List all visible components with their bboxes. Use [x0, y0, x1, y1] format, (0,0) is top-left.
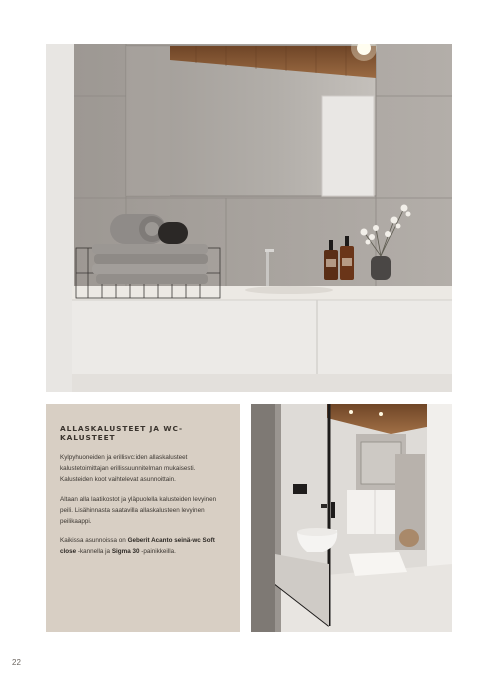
paragraph-wc	[60, 535, 226, 557]
bathroom-vanity-photo	[46, 44, 452, 392]
section-heading: ALLASKALUSTEET JA WC-KALUSTEET	[60, 424, 183, 442]
description-panel	[46, 404, 240, 632]
wc-note-prefix: Kaikissa asunnoissa on	[60, 537, 128, 545]
shower-wc-photo	[251, 404, 452, 632]
page-number: 22	[12, 658, 21, 667]
flush-button-model: Sigma 30	[111, 548, 140, 556]
paragraph-vanity: Kylpyhuoneiden ja erillisvc:iden allaskalusteet kalustetoimittajan erillissuunnitelman mukaisesti. Kalusteiden koot vaihtelevat asunnoittain.	[60, 454, 196, 484]
wc-note-middle: -kannella ja	[76, 548, 112, 556]
wc-model: Geberit Acanto seinä-wc Soft close	[60, 537, 215, 556]
wc-note-suffix: -painikkeilla.	[139, 548, 176, 556]
paragraph-mirror: Altaan alla laatikostot ja yläpuolella kalusteiden levyinen peili. Lisähinnasta saatavilla allaskalusteen levyinen peilikaappi.	[60, 495, 217, 526]
